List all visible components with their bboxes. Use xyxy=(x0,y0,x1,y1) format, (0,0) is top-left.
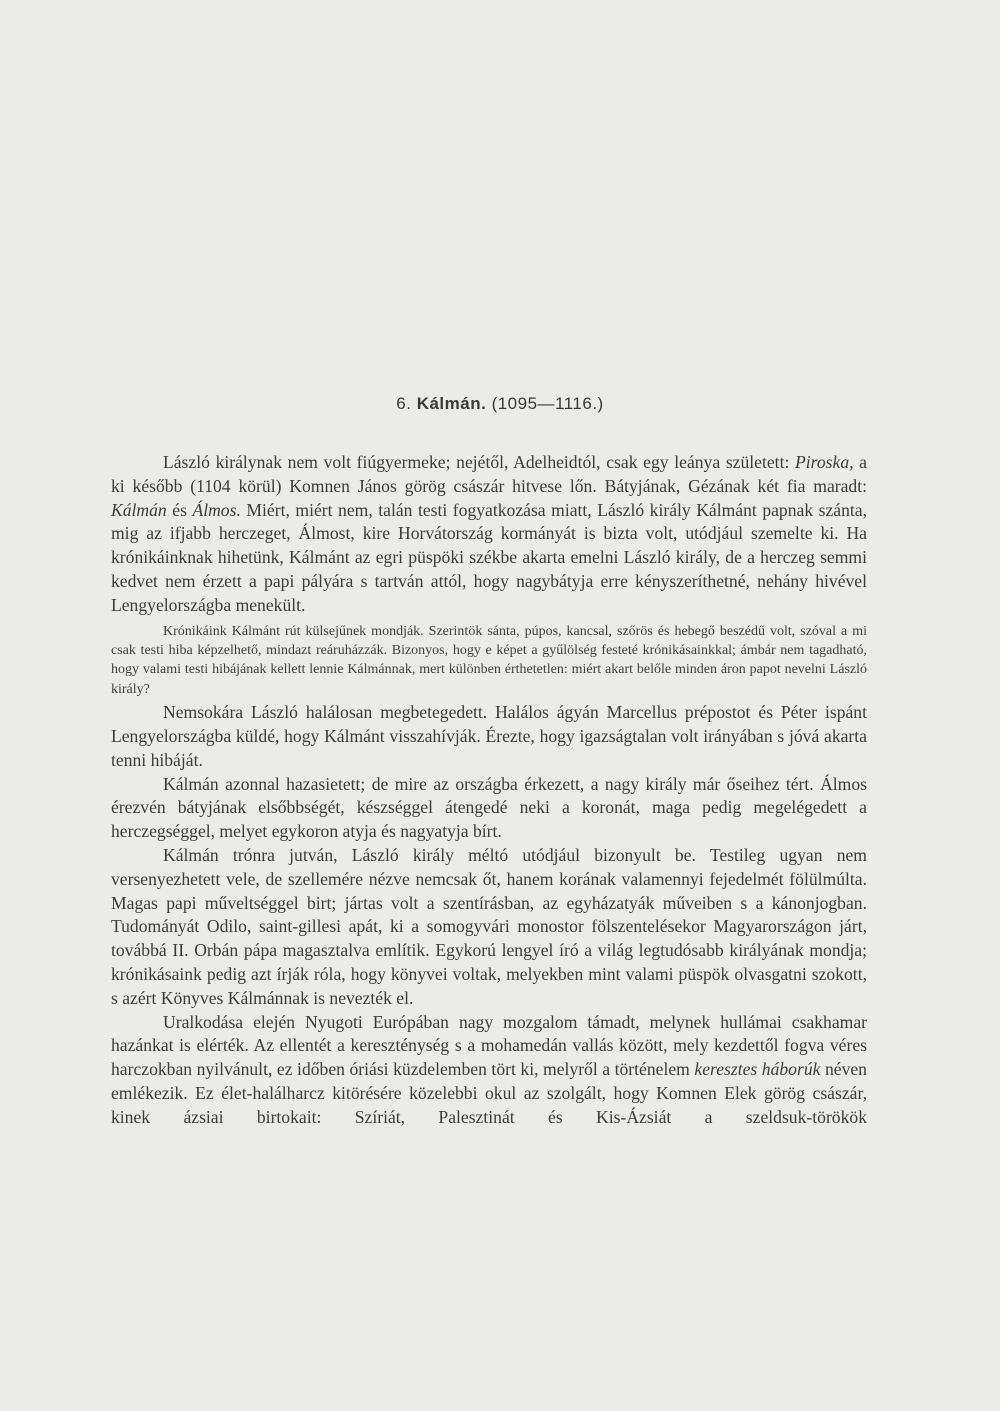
chapter-number: 6. xyxy=(396,394,412,413)
paragraph-3: Kálmán azonnal hazasietett; de mire az országba érkezett, a nagy király már őseihez tért. Álmos érezvén bátyjának elsőbbségét, készséggel átengedé neki a koronát, maga pedig megelégedett a herczegséggel, melyet egykoron atyja és nagyatyja bírt. xyxy=(111,773,867,842)
paragraph-5 xyxy=(111,1011,867,1130)
paragraph-1-part-c: a ki később (1104 körül) Komnen János görög császár hitvese lőn. Bátyjának, Gézának két fia maradt: xyxy=(111,452,867,496)
paragraph-1-part-g: Miért, miért nem, talán testi fogyatkozása miatt, László király Kálmánt papnak szánta, mig az ifjabb herczeget, Álmost, kire Horvátország kormányát is bizta volt, utódjául szemelte ki. Ha krónikáinknak hihetünk, Kálmánt az egri püspöki székbe akarta emelni László király, de a herczeg semmi kedvet nem érzett a papi pályára s tartván attól, hogy nagybátyja erre kényszeríthetné, nehány hivével Lengyelországba menekült. xyxy=(111,499,868,615)
paragraph-5-part-a: Uralkodása elején Nyugoti Európában nagy mozgalom támadt, melynek hullámai csakhamar hazánkat is elérték. Az ellentét a kereszténység s a mohamedán vallás között, mely kezdettől fogva véres harczokban nyilvánult, ez időben óriási küzdelemben tört ki, melyről a történelem xyxy=(111,1011,867,1080)
name-kalman: Kálmán xyxy=(111,499,167,520)
term-keresztes-haboruk: keresztes háborúk xyxy=(694,1059,821,1080)
small-print-note: Krónikáink Kálmánt rút külsejűnek mondják. Szerintök sánta, púpos, kancsal, szőrös és hebegő beszédű volt, szóval a mi csak testi hiba képzelhető, mindazt reáruházzák. Bizonyos, hogy e képet a gyűlölség festeté krónikásainkkal; ámbár nem tagadható, hogy valami testi hibájának kellett lennie Kálmánnak, mert különben érthetetlen: miért akart belőle minden áron papot nevelni László király? xyxy=(111,623,867,697)
chapter-years: (1095—1116.) xyxy=(491,394,604,413)
paragraph-1 xyxy=(111,451,867,618)
name-almos: Álmos. xyxy=(192,499,241,520)
paragraph-1-part-a: László királynak nem volt fiúgyermeke; nejétől, Adelheidtól, csak egy leánya született: xyxy=(163,452,796,472)
paragraph-4: Kálmán trónra jutván, László király méltó utódjául bizonyult be. Testileg ugyan nem versenyezhetett vele, de szellemére nézve nemcsak őt, hanem korának valamennyi fejedelmét fölülmúlta. Magas papi műveltséggel birt; jártas volt a szentírásban, az egyházatyák műveiben s a kánonjogban. Tudományát Odilo, saint-gillesi apát, ki a somogyvári monostor fölszentelésekor Magyarországon járt, továbbá II. Orbán pápa magasztalva említik. Egykorú lengyel író a világ legtudósabb királyának mondja; krónikásaink pedig azt írják róla, hogy könyvei voltak, melyekben mint valami püspök olvasgatni szokott, s azért Könyves Kálmánnak is nevezték el. xyxy=(111,844,867,1008)
paragraph-5-part-c: néven emlékezik. Ez élet-halálharcz kitörésére közelebbi okul az szolgált, hogy Komnen Elek görög császár, kinek ázsiai birtokait: Szíriát, Palesztinát és Kis-Ázsiát a szeldsuk-törökök xyxy=(111,1059,867,1127)
body-text xyxy=(111,451,867,1130)
chapter-name: Kálmán. xyxy=(416,394,487,413)
name-piroska: Piroska, xyxy=(795,452,854,472)
paragraph-2: Nemsokára László halálosan megbetegedett. Halálos ágyán Marcellus prépostot és Péter ispánt Lengyelországba küldé, hogy Kálmánt visszahívják. Érezte, hogy igazságtalan volt irányában s jóvá akarta tenni hibáját. xyxy=(111,702,867,770)
chapter-heading xyxy=(0,394,1000,414)
paragraph-1-part-e: és xyxy=(166,499,193,520)
